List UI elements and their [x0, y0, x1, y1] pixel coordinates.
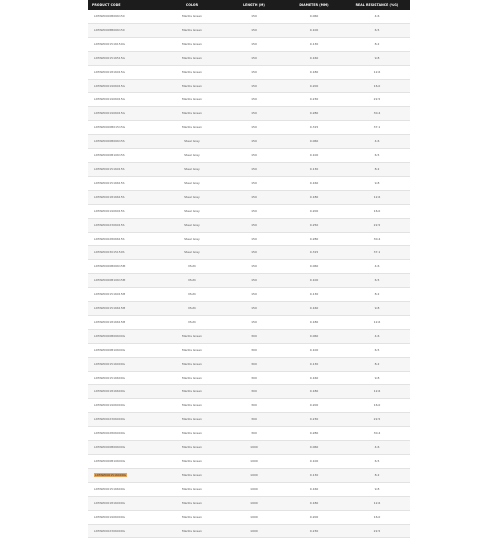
- product-code-cell: [88, 357, 160, 371]
- resistance-cell: 9.8: [344, 302, 410, 316]
- color-cell: Steel Grey: [160, 218, 224, 232]
- header-diameter[interactable]: DIAMETER (MM): [299, 3, 329, 7]
- product-code-text: LDMW0000B06600G: [94, 333, 126, 338]
- table-row[interactable]: [88, 343, 410, 357]
- product-code-text: LDMW0008B066150: [94, 27, 125, 32]
- diameter-cell: 0.160: [284, 302, 344, 316]
- resistance-cell: 9.8: [344, 176, 410, 190]
- resistance-cell: 6.5: [344, 149, 410, 163]
- product-code-cell: [88, 135, 160, 149]
- product-code-cell: [88, 65, 160, 79]
- length-cell: 150: [224, 135, 284, 149]
- product-code-text: LDMW0001816615M: [94, 319, 126, 324]
- product-code-text: LDMW0001516615M: [94, 306, 126, 311]
- resistance-cell: 16.0: [344, 399, 410, 413]
- length-cell: 150: [224, 37, 284, 51]
- product-code-cell: [88, 23, 160, 37]
- color-cell: Mantis Green: [160, 510, 224, 524]
- color-cell: Multi: [160, 274, 224, 288]
- color-cell: Mantis Green: [160, 413, 224, 427]
- length-cell: 1000: [224, 524, 284, 538]
- length-cell: 150: [224, 315, 284, 329]
- table-row[interactable]: [88, 246, 410, 260]
- color-cell: Steel Grey: [160, 176, 224, 190]
- product-code-text: LDMW0001516015S: [94, 166, 125, 171]
- length-cell: 1000: [224, 455, 284, 469]
- color-cell: Mantis Green: [160, 329, 224, 343]
- length-cell: 150: [224, 121, 284, 135]
- length-cell: 150: [224, 218, 284, 232]
- diameter-cell: 0.280: [284, 232, 344, 246]
- product-code-cell: [88, 232, 160, 246]
- resistance-cell: 22.5: [344, 218, 410, 232]
- product-code-text: LDMW0000B066150: [94, 14, 125, 18]
- resistance-cell: 16.0: [344, 79, 410, 93]
- product-code-text: LDMW0001816000G: [94, 500, 125, 505]
- header-length[interactable]: LENGTH (M): [243, 3, 265, 7]
- resistance-cell: 22.5: [344, 93, 410, 107]
- color-cell: Steel Grey: [160, 204, 224, 218]
- resistance-cell: 12.6: [344, 385, 410, 399]
- diameter-cell: 0.130: [284, 162, 344, 176]
- length-cell: 150: [224, 190, 284, 204]
- product-code-text: LDMW0002306000G: [94, 528, 125, 533]
- table-row[interactable]: [88, 288, 410, 302]
- product-code-text: LDMW0001516515G: [94, 55, 125, 60]
- color-cell: Mantis Green: [160, 482, 224, 496]
- length-cell: 1000: [224, 496, 284, 510]
- table-row[interactable]: [88, 274, 410, 288]
- table-row[interactable]: [88, 37, 410, 51]
- table-row[interactable]: [88, 190, 410, 204]
- product-code-cell: [88, 246, 160, 260]
- resistance-cell: 8.2: [344, 357, 410, 371]
- product-code-text: LDMW0001906015G: [94, 111, 125, 116]
- length-cell: 150: [224, 162, 284, 176]
- product-code-cell: [88, 302, 160, 316]
- table-row[interactable]: [88, 218, 410, 232]
- product-code-text: LDMW0001906015S: [94, 208, 125, 213]
- resistance-cell: 4.6: [344, 329, 410, 343]
- color-cell: Steel Grey: [160, 149, 224, 163]
- product-code-cell: [88, 482, 160, 496]
- length-cell: 300: [224, 343, 284, 357]
- diameter-cell: 0.160: [284, 176, 344, 190]
- product-code-cell: [88, 274, 160, 288]
- resistance-cell: 16.0: [344, 510, 410, 524]
- product-code-text: LDMW0000B06615S: [94, 139, 125, 144]
- product-code-cell: [88, 37, 160, 51]
- product-code-text: LDMW0002306000G: [94, 417, 125, 422]
- table-row[interactable]: [88, 496, 410, 510]
- table-row[interactable]: [88, 413, 410, 427]
- length-cell: 150: [224, 107, 284, 121]
- diameter-cell: 0.315: [284, 121, 344, 135]
- color-cell: Mantis Green: [160, 357, 224, 371]
- color-cell: Multi: [160, 288, 224, 302]
- product-code-text: LDMW0002806000G: [94, 431, 125, 436]
- diameter-cell: 0.100: [284, 274, 344, 288]
- table-row[interactable]: [88, 329, 410, 343]
- diameter-cell: 0.230: [284, 93, 344, 107]
- resistance-cell: 8.2: [344, 288, 410, 302]
- product-code-text: LDMW0003015150S: [94, 250, 125, 255]
- resistance-cell: 30.4: [344, 232, 410, 246]
- resistance-cell: 6.5: [344, 23, 410, 37]
- color-cell: Mantis Green: [160, 37, 224, 51]
- product-code-cell: [88, 329, 160, 343]
- color-cell: Mantis Green: [160, 79, 224, 93]
- color-cell: Mantis Green: [160, 107, 224, 121]
- color-cell: Mantis Green: [160, 343, 224, 357]
- length-cell: 1000: [224, 468, 284, 482]
- diameter-cell: 0.060: [284, 135, 344, 149]
- product-code-cell: [88, 79, 160, 93]
- length-cell: 150: [224, 288, 284, 302]
- product-code-cell: [88, 190, 160, 204]
- product-code-cell: [88, 315, 160, 329]
- table-row[interactable]: [88, 468, 410, 482]
- length-cell: 150: [224, 260, 284, 274]
- resistance-cell: 37.1: [344, 121, 410, 135]
- product-code-text: LDMW0001516000G: [95, 472, 126, 477]
- product-code-text: LDMW0000B10600G: [94, 347, 126, 352]
- product-code-text: LDMW0001906015G: [94, 83, 125, 88]
- diameter-cell: 0.130: [284, 288, 344, 302]
- diameter-cell: 0.160: [284, 51, 344, 65]
- diameter-cell: 0.180: [284, 496, 344, 510]
- product-code-cell: [88, 385, 160, 399]
- table-row[interactable]: [88, 371, 410, 385]
- table-row[interactable]: [88, 315, 410, 329]
- length-cell: 150: [224, 149, 284, 163]
- diameter-cell: 0.060: [284, 10, 344, 23]
- product-code-cell: [88, 204, 160, 218]
- product-code-text: LDMW0001516615S: [94, 180, 125, 185]
- diameter-cell: 0.060: [284, 329, 344, 343]
- length-cell: 150: [224, 79, 284, 93]
- resistance-cell: 22.5: [344, 524, 410, 538]
- length-cell: 150: [224, 93, 284, 107]
- color-cell: Mantis Green: [160, 468, 224, 482]
- table-row[interactable]: [88, 427, 410, 441]
- product-code-text: LDMW0000B10615S: [94, 153, 125, 158]
- color-cell: Steel Grey: [160, 135, 224, 149]
- product-code-cell: [88, 288, 160, 302]
- diameter-cell: 0.315: [284, 246, 344, 260]
- length-cell: 1000: [224, 441, 284, 455]
- product-code-cell: [88, 524, 160, 538]
- length-cell: 150: [224, 246, 284, 260]
- diameter-cell: 0.200: [284, 79, 344, 93]
- resistance-cell: 30.4: [344, 427, 410, 441]
- diameter-cell: 0.130: [284, 357, 344, 371]
- length-cell: 300: [224, 385, 284, 399]
- product-code-cell: [88, 218, 160, 232]
- resistance-cell: 37.1: [344, 246, 410, 260]
- table-row[interactable]: [88, 385, 410, 399]
- diameter-cell: 0.180: [284, 65, 344, 79]
- table-row[interactable]: [88, 482, 410, 496]
- resistance-cell: 6.5: [344, 274, 410, 288]
- diameter-cell: 0.160: [284, 371, 344, 385]
- color-cell: Multi: [160, 315, 224, 329]
- length-cell: 300: [224, 371, 284, 385]
- table-row[interactable]: [88, 149, 410, 163]
- length-cell: 300: [224, 329, 284, 343]
- color-cell: Mantis Green: [160, 121, 224, 135]
- product-code-cell: [88, 455, 160, 469]
- product-code-cell: [88, 107, 160, 121]
- product-code-cell: [88, 162, 160, 176]
- table-body: [88, 10, 410, 538]
- diameter-cell: 0.160: [284, 482, 344, 496]
- resistance-cell: 9.8: [344, 51, 410, 65]
- length-cell: 1000: [224, 510, 284, 524]
- color-cell: Mantis Green: [160, 51, 224, 65]
- product-code-text: LDMW0000B10600G: [94, 459, 126, 463]
- length-cell: 1000: [224, 482, 284, 496]
- product-code-text: LDMW0002306015S: [94, 222, 125, 227]
- table-row[interactable]: [88, 455, 410, 469]
- diameter-cell: 0.100: [284, 23, 344, 37]
- resistance-cell: 12.6: [344, 190, 410, 204]
- header-resistance[interactable]: REAL RESISTANCE (%G): [355, 3, 399, 7]
- resistance-cell: 22.5: [344, 413, 410, 427]
- length-cell: 150: [224, 10, 284, 23]
- table-row[interactable]: [88, 510, 410, 524]
- product-code-cell: [88, 93, 160, 107]
- color-cell: Steel Grey: [160, 190, 224, 204]
- product-code-text: LDMW0000B06600G: [94, 445, 126, 450]
- product-spec-table: [88, 0, 410, 538]
- table-row[interactable]: [88, 399, 410, 413]
- resistance-cell: 4.6: [344, 441, 410, 455]
- table-row[interactable]: [88, 135, 410, 149]
- length-cell: 300: [224, 413, 284, 427]
- length-cell: 150: [224, 302, 284, 316]
- resistance-cell: 12.6: [344, 315, 410, 329]
- diameter-cell: 0.250: [284, 218, 344, 232]
- product-code-cell: [88, 121, 160, 135]
- diameter-cell: 0.130: [284, 37, 344, 51]
- product-code-cell: [88, 468, 160, 482]
- length-cell: 150: [224, 274, 284, 288]
- resistance-cell: 6.5: [344, 455, 410, 469]
- product-code-text: LDMW0001516015M: [94, 292, 126, 297]
- product-code-text: LDMW0001906000G: [94, 514, 125, 519]
- color-cell: Mantis Green: [160, 524, 224, 538]
- product-code-cell: [88, 343, 160, 357]
- length-cell: 150: [224, 51, 284, 65]
- header-product-code[interactable]: PRODUCT CODE: [92, 3, 121, 7]
- table-row[interactable]: [88, 23, 410, 37]
- color-cell: Multi: [160, 260, 224, 274]
- diameter-cell: 0.200: [284, 510, 344, 524]
- resistance-cell: 9.8: [344, 482, 410, 496]
- diameter-cell: 0.180: [284, 315, 344, 329]
- product-code-text: LDMW0001816600G: [94, 389, 125, 394]
- diameter-cell: 0.280: [284, 427, 344, 441]
- length-cell: 150: [224, 23, 284, 37]
- product-code-cell: [88, 371, 160, 385]
- product-code-text: LDMW0001906000G: [94, 403, 125, 408]
- resistance-cell: 8.2: [344, 468, 410, 482]
- table-row[interactable]: [88, 162, 410, 176]
- length-cell: 150: [224, 176, 284, 190]
- diameter-cell: 0.100: [284, 343, 344, 357]
- product-code-text: LDMW0000B10615M: [94, 278, 126, 283]
- product-code-text: LDMW0001816015G: [94, 69, 125, 74]
- product-code-cell: [88, 510, 160, 524]
- product-code-cell: [88, 441, 160, 455]
- color-cell: Steel Grey: [160, 232, 224, 246]
- product-code-cell: [88, 10, 160, 23]
- product-code-cell: [88, 399, 160, 413]
- resistance-cell: 4.6: [344, 135, 410, 149]
- color-cell: Multi: [160, 302, 224, 316]
- table-row[interactable]: [88, 204, 410, 218]
- table-row[interactable]: [88, 232, 410, 246]
- header-color[interactable]: COLOR: [185, 3, 199, 7]
- product-code-cell: [88, 496, 160, 510]
- resistance-cell: 8.2: [344, 37, 410, 51]
- color-cell: Mantis Green: [160, 10, 224, 23]
- diameter-cell: 0.230: [284, 413, 344, 427]
- product-code-text: LDMW0001816615S: [94, 194, 125, 199]
- diameter-cell: 0.180: [284, 190, 344, 204]
- color-cell: Steel Grey: [160, 162, 224, 176]
- length-cell: 150: [224, 65, 284, 79]
- table-row[interactable]: [88, 441, 410, 455]
- diameter-cell: 0.230: [284, 524, 344, 538]
- product-code-text: LDMW0001516000G: [94, 361, 125, 366]
- table-header: [88, 0, 410, 10]
- diameter-cell: 0.130: [284, 468, 344, 482]
- diameter-cell: 0.060: [284, 441, 344, 455]
- table-row[interactable]: [88, 176, 410, 190]
- product-code-text: LDMW0001906015G: [94, 97, 125, 102]
- diameter-cell: 0.100: [284, 149, 344, 163]
- table-row[interactable]: [88, 302, 410, 316]
- product-code-cell: [88, 176, 160, 190]
- resistance-cell: 9.8: [344, 371, 410, 385]
- product-code-text: LDMW0001516150G: [94, 41, 125, 46]
- length-cell: 150: [224, 232, 284, 246]
- product-code-text: LDMW0000B06615M: [94, 264, 126, 269]
- product-code-cell: [88, 260, 160, 274]
- resistance-cell: 12.6: [344, 496, 410, 510]
- color-cell: Mantis Green: [160, 427, 224, 441]
- table-row[interactable]: [88, 357, 410, 371]
- diameter-cell: 0.280: [284, 107, 344, 121]
- table-row[interactable]: [88, 51, 410, 65]
- color-cell: Mantis Green: [160, 65, 224, 79]
- diameter-cell: 0.100: [284, 455, 344, 469]
- resistance-cell: 4.6: [344, 10, 410, 23]
- resistance-cell: 6.5: [344, 343, 410, 357]
- product-code-text: LDMW0001516600G: [94, 375, 125, 380]
- length-cell: 150: [224, 204, 284, 218]
- table-row[interactable]: [88, 10, 410, 23]
- diameter-cell: 0.060: [284, 260, 344, 274]
- color-cell: Mantis Green: [160, 496, 224, 510]
- color-cell: Mantis Green: [160, 441, 224, 455]
- table-row[interactable]: [88, 107, 410, 121]
- color-cell: Mantis Green: [160, 371, 224, 385]
- diameter-cell: 0.180: [284, 385, 344, 399]
- product-code-text: LDMW0002806615S: [94, 236, 125, 241]
- table-row[interactable]: [88, 524, 410, 538]
- color-cell: Mantis Green: [160, 23, 224, 37]
- resistance-cell: 12.6: [344, 65, 410, 79]
- product-code-text: LDMW0000B01515G: [94, 125, 126, 130]
- diameter-cell: 0.200: [284, 399, 344, 413]
- color-cell: Mantis Green: [160, 399, 224, 413]
- table-row[interactable]: [88, 65, 410, 79]
- color-cell: Mantis Green: [160, 93, 224, 107]
- product-code-text: LDMW0001516600G: [94, 486, 125, 491]
- product-code-cell: [88, 427, 160, 441]
- table-row[interactable]: [88, 79, 410, 93]
- table-row[interactable]: [88, 121, 410, 135]
- table-row[interactable]: [88, 260, 410, 274]
- header-row: [88, 0, 410, 10]
- length-cell: 300: [224, 427, 284, 441]
- resistance-cell: 4.6: [344, 260, 410, 274]
- diameter-cell: 0.200: [284, 204, 344, 218]
- product-code-cell: [88, 51, 160, 65]
- color-cell: Mantis Green: [160, 385, 224, 399]
- product-code-cell: [88, 149, 160, 163]
- resistance-cell: 16.0: [344, 204, 410, 218]
- resistance-cell: 8.2: [344, 162, 410, 176]
- table-row[interactable]: [88, 93, 410, 107]
- length-cell: 300: [224, 357, 284, 371]
- product-code-cell: [88, 413, 160, 427]
- color-cell: Steel Grey: [160, 246, 224, 260]
- resistance-cell: 30.4: [344, 107, 410, 121]
- color-cell: Mantis Green: [160, 455, 224, 469]
- length-cell: 300: [224, 399, 284, 413]
